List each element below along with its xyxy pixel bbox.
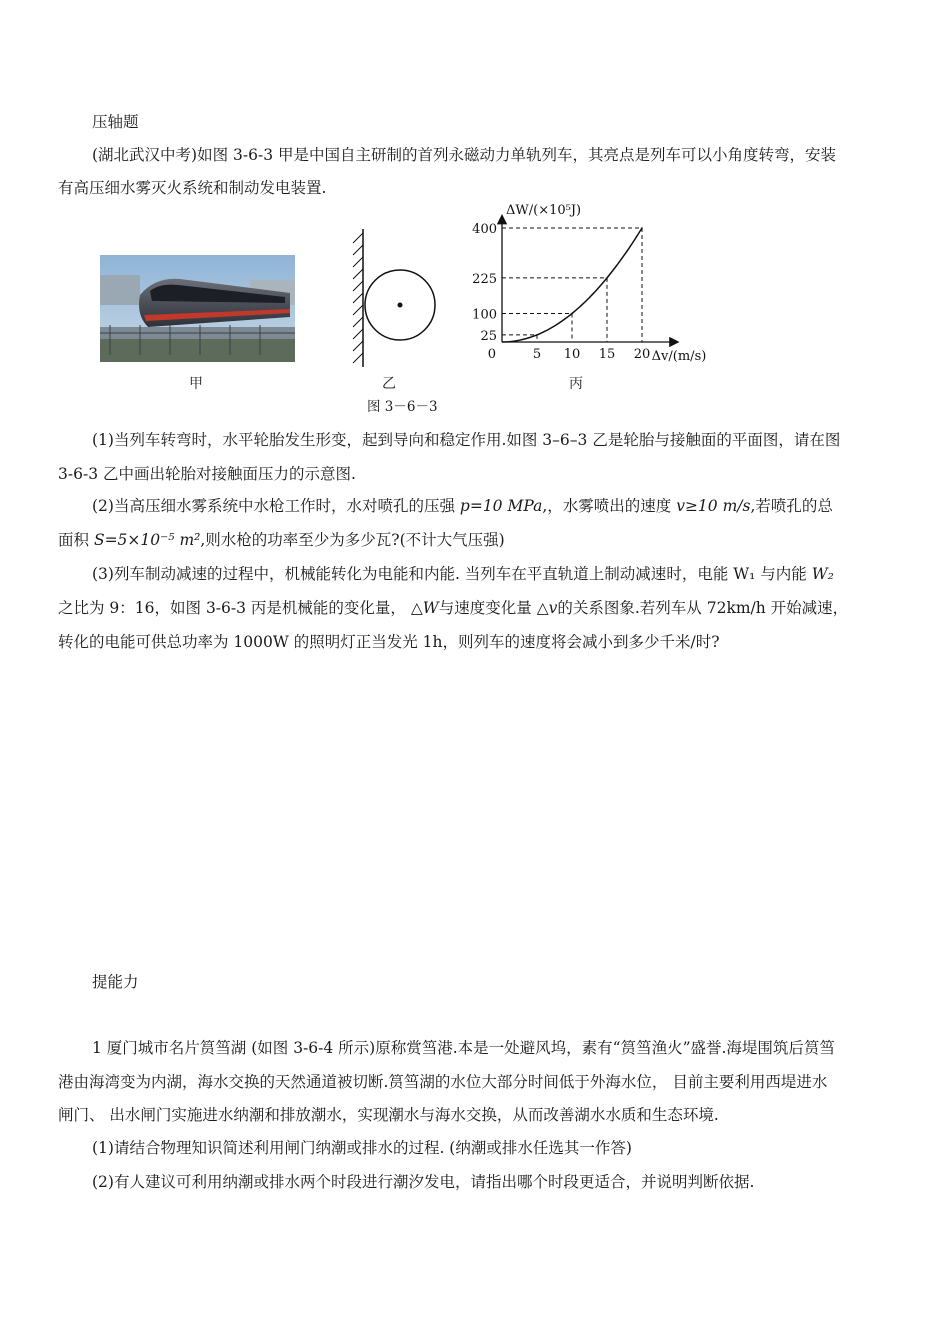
y-tick-label: 225 [472,271,497,287]
x-tick-label: 20 [633,347,651,362]
figure-label-bing: 丙 [569,376,583,392]
question-3-line [58,598,848,618]
q3-text: 之比为 9：16，如图 3-6-3 丙是机械能的变化量， [58,599,406,617]
intro-line: 有高压细水雾灭火系统和制动发电装置. [58,179,327,197]
x-axis-label: Δv/(m/s) [651,349,707,364]
series-line [502,228,642,342]
q3-text: 的关系图象.若列车从 72km/h 开始减速， [557,599,849,617]
y-tick-label: 25 [480,328,497,344]
energy-velocity-graph [470,200,735,380]
q2-text: 面积 [58,531,90,549]
q3-text: (3)列车制动减速的过程中，机械能转化为电能和内能. 当列车在平直轨道上制动减速时，电能 W₁ 与内能 [92,565,807,583]
intro-line: (湖北武汉中考)如图 3-6-3 甲是中国自主研制的首列永磁动力单轨列车，其亮点是列车可以小角度转弯，安装 [92,146,837,164]
y-tick-label: 400 [472,222,497,237]
pressure-formula: p=10 MPa [459,497,543,515]
origin-label: 0 [487,347,496,362]
question-3-line [92,564,834,584]
figure-caption: 图 3－6－3 [367,399,438,415]
y-tick-label: 100 [472,307,497,323]
area-formula: S=5×10⁻⁵ m² [93,531,201,549]
data-point [606,277,608,279]
section-heading-ability: 提能力 [92,973,139,991]
section-heading-pressure: 压轴题 [92,113,139,131]
internal-energy-symbol: W₂ [811,565,834,583]
data-point [536,334,538,336]
question-2-line: (2)有人建议可利用纳潮或排水两个时段进行潮汐发电，请指出哪个时段更适合，并说明判断依据. [92,1173,755,1191]
question-3-line: 转化的电能可供总功率为 1000W 的照明灯正当发光 1h，则列车的速度将会减小到多少千米/时? [58,633,720,651]
velocity-formula: v≥10 m/s [676,497,751,515]
train-photo [100,255,295,362]
x-tick-label: 10 [563,347,581,362]
intro-line: 闸门、 出水闸门实施进水纳潮和排放潮水，实现潮水与海水交换，从而改善湖水水质和生态环境. [58,1106,719,1124]
delta-v-symbol: △v [536,599,558,617]
data-point [641,227,643,229]
q3-text: 与速度变化量 [438,599,532,617]
tire-diagram [345,225,440,370]
intro-line: 港由海湾变为内湖，海水交换的天然通道被切断.筼筜湖的水位大部分时间低于外海水位， 目前主要利用西堤进水 [58,1073,828,1091]
question-2-line [92,496,833,516]
q2-text: ,，水雾喷出的速度 [542,497,672,515]
q2-text: (2)当高压细水雾系统中水枪工作时，水对喷孔的压强 [92,497,455,515]
x-tick-label: 5 [532,347,542,362]
x-tick-label: 15 [598,347,616,362]
delta-w-symbol: △W [410,599,439,617]
figure-3-6-3 [95,203,735,415]
data-point [571,313,573,315]
question-1-line: 3-6-3 乙中画出轮胎对接触面压力的示意图. [58,465,356,483]
figure-label-yi: 乙 [382,376,396,392]
question-1-line: (1)当列车转弯时，水平轮胎发生形变，起到导向和稳定作用.如图 3–6–3 乙是轮胎与接触面的平面图，请在图 [92,431,841,449]
q2-text: ,则水枪的功率至少为多少瓦?(不计大气压强) [200,531,505,549]
question-2-line [58,530,505,550]
figure-label-jia: 甲 [189,376,203,392]
q2-text: ,若喷孔的总 [750,497,833,515]
intro-line: 1 厦门城市名片筼筜湖 (如图 3-6-4 所示)原称赏筜港.本是一处避风坞，素有“筼筜渔火”盛誉.海堤围筑后筼筜 [92,1039,835,1057]
question-1-line: (1)请结合物理知识简述利用闸门纳潮或排水的过程. (纳潮或排水任选其一作答) [92,1139,632,1157]
y-axis-label: ΔW/(×10⁵J) [506,203,582,218]
